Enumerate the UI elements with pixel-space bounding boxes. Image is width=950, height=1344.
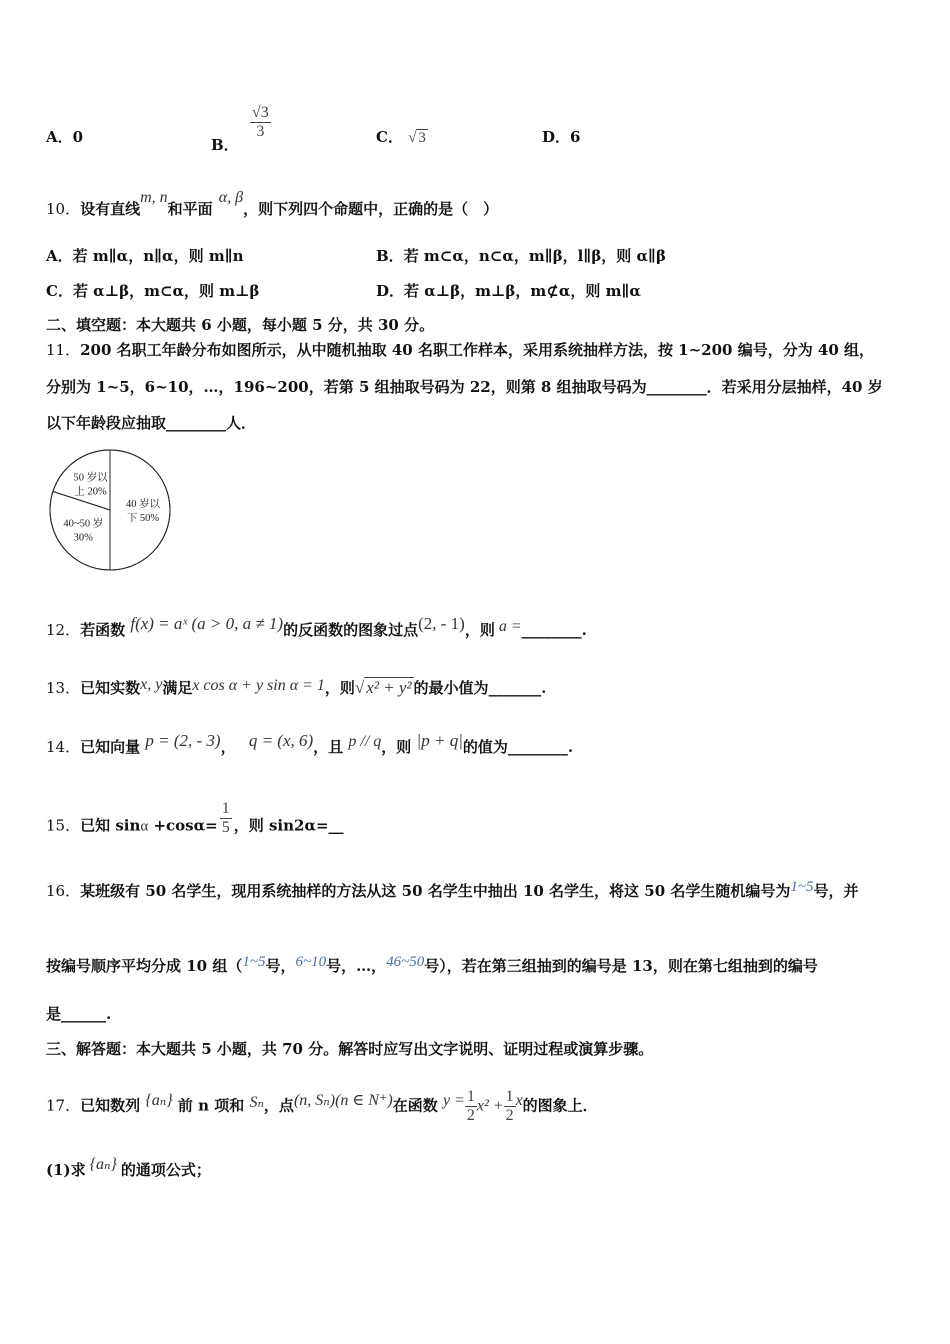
parallel-condition: p // q (348, 733, 382, 750)
frac-numerator: √3 (251, 104, 269, 121)
fraction-half (465, 1088, 477, 1125)
part-label: (1)求 (46, 1161, 86, 1179)
question-text: 已知 sin (80, 816, 141, 835)
question-text: 满足 (162, 679, 193, 697)
question-number: 10． (46, 200, 81, 218)
option-c-q10 (46, 281, 260, 301)
question-text: 和平面 (167, 200, 213, 218)
answer-blank: ________. (507, 738, 574, 756)
pie-label-2-0: 50 岁以 (73, 472, 108, 484)
option-text: 若 m∥α，n∥α，则 m∥n (72, 247, 244, 265)
pie-label-1-1: 30% (73, 532, 93, 544)
question-text: 某班级有 50 名学生，现用系统抽样的方法从这 50 名学生中抽出 10 名学生，将这 50 名学生随机编号为 (80, 882, 791, 900)
question-text: 已知向量 (80, 738, 141, 756)
math-planes: α, β (218, 189, 244, 206)
frac-numerator: 1 (466, 1088, 475, 1105)
question-text: 号，…， (326, 957, 387, 975)
option-value: 0 (72, 128, 84, 146)
question-text: 按编号顺序平均分成 10 组（ (46, 957, 243, 975)
point-expression: (n, Sₙ)(n ∈ N⁺) (293, 1091, 393, 1109)
question-text: 的值为 (462, 738, 508, 756)
question-text: ，则下列四个命题中，正确的是（ ） (243, 200, 499, 218)
group-range-image: 1~5 (242, 954, 266, 970)
pie-label-0-0: 40 岁以 (125, 499, 161, 510)
magnitude-expression: |p + q| (416, 731, 463, 750)
question-17 (46, 1088, 598, 1125)
sequence-symbol: {aₙ} (145, 1091, 173, 1109)
question-number: 12． (46, 621, 81, 639)
question-11-line3: 以下年龄段应抽取________人． (46, 414, 257, 432)
question-17-part1 (46, 1156, 211, 1181)
question-number: 16． (46, 882, 81, 900)
question-text: ，且 (313, 738, 344, 756)
question-text: 若函数 (80, 621, 126, 639)
question-text: 已知实数 (80, 679, 141, 697)
option-label: C． (376, 128, 403, 146)
frac-numerator: 1 (221, 800, 230, 817)
function-expression: f(x) = aˣ (a > 0, a ≠ 1) (130, 614, 284, 633)
question-text: ，则 (381, 738, 412, 756)
question-text: 的通项公式； (120, 1161, 211, 1179)
option-label: D． (376, 282, 405, 300)
option-text: 若 α⊥β，m⊥β，m⊄α，则 m∥α (404, 282, 641, 300)
option-text: 若 α⊥β，m⊂α，则 m⊥β (72, 282, 260, 300)
radicand: x² + y² (366, 678, 412, 697)
point-coordinates: (2, - 1) (418, 614, 465, 633)
option-label: B． (211, 135, 239, 154)
fraction-one-fifth (220, 800, 232, 837)
vector-p: p = (2, - 3) (145, 731, 221, 750)
question-10 (46, 189, 499, 220)
question-12 (46, 614, 587, 641)
question-text: 的最小值为 (413, 679, 489, 697)
function-y: y = (442, 1091, 465, 1109)
question-11-line2: 分别为 1~5，6~10，…，196~200，若第 5 组抽取号码为 22，则第 8 组抽取号码为________．若采用分层抽样，40 岁 (46, 378, 883, 396)
pie-label-0-1: 下 50% (126, 513, 160, 524)
sum-symbol: Sₙ (249, 1093, 264, 1111)
question-text: +cosα= (148, 816, 218, 835)
age-pie-chart (45, 448, 175, 572)
answer-blank: ________. (521, 621, 587, 639)
math-vars: x, y (140, 676, 163, 693)
question-15 (46, 800, 344, 845)
question-14 (46, 731, 574, 758)
question-number: 14． (46, 738, 81, 756)
frac-numerator: 1 (505, 1088, 514, 1105)
section-3-heading: 三、解答题：本大题共 5 小题，共 70 分。解答时应写出文字说明、证明过程或演算步骤。 (46, 1040, 654, 1058)
group-range-image: 6~10 (295, 954, 327, 970)
option-value: 6 (570, 128, 581, 146)
radicand: 3 (418, 130, 426, 146)
question-text: 号， (265, 957, 296, 975)
option-a-q10 (46, 246, 244, 266)
pie-label-2-1: 上 20% (74, 486, 107, 498)
question-text: 在函数 (392, 1096, 438, 1115)
question-text: 的图象上． (522, 1096, 598, 1115)
question-13 (46, 678, 546, 699)
condition-expression: x cos α + y sin α = 1 (192, 677, 325, 694)
frac-denominator: 2 (505, 1107, 514, 1124)
option-text: 若 m⊂α，n⊂α，m∥β，l∥β，则 α∥β (403, 247, 666, 265)
question-text: ，则 sin2α=__ (233, 816, 344, 835)
frac-denominator: 5 (221, 819, 230, 836)
question-16-line2 (46, 956, 818, 977)
group-range-image: 46~50 (386, 954, 425, 970)
option-label: A． (46, 247, 73, 265)
option-label: A． (46, 128, 73, 146)
question-text: 已知数列 (80, 1096, 141, 1115)
math-lines: m, n (140, 189, 168, 206)
question-number: 11． (46, 341, 81, 359)
option-a-q9 (46, 127, 83, 147)
option-b-q10 (376, 246, 666, 266)
variable-a: a = (498, 618, 522, 635)
question-text: ，则 (464, 621, 495, 639)
x-squared-term: x² + (476, 1097, 504, 1115)
question-text: 前 n 项和 (172, 1096, 245, 1115)
question-text: ，则 (324, 679, 355, 697)
option-c-q9 (376, 127, 428, 148)
question-16-line1 (46, 881, 859, 902)
option-label: C． (46, 282, 73, 300)
question-11-line1 (46, 340, 874, 360)
option-b-q9 (211, 104, 269, 154)
question-16-line3: 是______. (46, 1005, 112, 1023)
sqrt3: √ 3 (408, 130, 426, 146)
frac-denominator: 2 (466, 1107, 475, 1124)
option-label: B． (376, 247, 404, 265)
question-text: 200 名职工年龄分布如图所示，从中随机抽取 40 名职工作样本，采用系统抽样方法，按 1~200 编号，分为 40 组， (80, 341, 875, 359)
separator: ， (220, 738, 236, 756)
answer-blank: _______. (488, 679, 547, 697)
option-d-q10 (376, 281, 641, 301)
x-term: x (515, 1091, 523, 1109)
alpha-symbol: α (140, 818, 149, 835)
option-d-q9 (542, 127, 580, 147)
question-number: 17． (46, 1096, 81, 1115)
question-number: 15． (46, 816, 81, 835)
range-image: 1~5 (790, 879, 814, 895)
fraction-half (504, 1088, 516, 1125)
sequence-symbol: {aₙ} (89, 1156, 117, 1173)
question-text: 的反函数的图象过点 (283, 621, 419, 639)
sqrt3-over-3 (250, 104, 271, 141)
question-text: 号，并 (813, 882, 859, 900)
vector-q: q = (x, 6) (248, 731, 314, 750)
question-number: 13． (46, 679, 81, 697)
frac-denominator: 3 (256, 123, 265, 140)
question-text: ，点 (263, 1096, 294, 1115)
question-text: 号），若在第三组抽到的编号是 13，则在第七组抽到的编号 (424, 957, 818, 975)
section-2-heading: 二、填空题：本大题共 6 小题，每小题 5 分，共 30 分。 (46, 316, 435, 334)
pie-label-1-0: 40~50 岁 (63, 518, 104, 530)
sqrt-expression: √ x² + y² (354, 678, 412, 697)
option-label: D． (542, 128, 571, 146)
question-text: 设有直线 (80, 200, 141, 218)
